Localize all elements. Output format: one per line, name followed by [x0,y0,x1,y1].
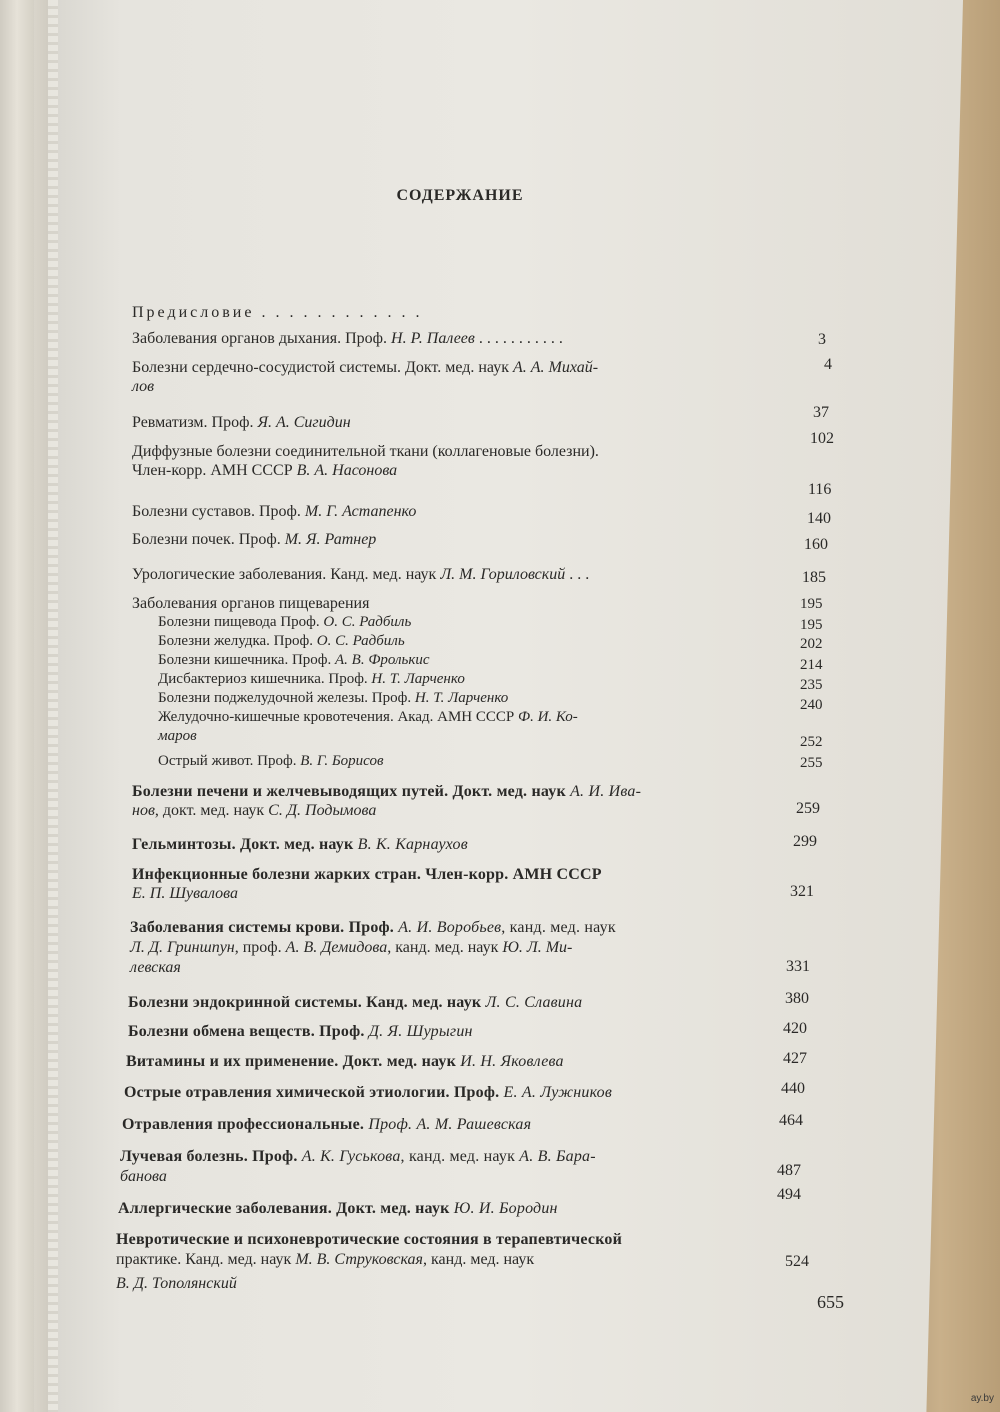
toc-dots: . . . . . . . . . . . . [254,304,423,321]
toc-entry-title: Болезни печени и желчевыводящих путей. Докт. мед. наук [132,783,571,800]
toc-entry-author: А. И. Воробьев [398,919,502,936]
toc-page-number: 524 [785,1253,809,1270]
toc-entry-title: Урологические заболевания. Канд. мед. наук [132,566,441,583]
toc-page-number: 331 [786,958,810,975]
toc-entry-title: Ревматизм. Проф. [132,414,258,431]
toc-subentry [158,670,465,689]
page-number-footer: 655 [817,1292,844,1312]
toc-subentry [158,708,578,727]
left-page-fold [0,0,34,1412]
toc-page-number: 259 [796,800,820,817]
toc-entry-kidneys [132,530,376,549]
toc-entry-title: , проф. [234,939,286,956]
toc-entry-helminths [132,835,468,854]
toc-entry-vitamins [126,1052,564,1071]
toc-entry-author: Ю. Л. Ми- [502,939,573,956]
toc-entry-author: Л. М. Гориловский [440,566,566,583]
toc-page-number: 235 [800,677,823,693]
torn-page-edge [48,0,58,1412]
toc-entry-joints [132,502,416,521]
toc-entry-title: , канд. мед. наук [387,939,503,956]
toc-entry-title: Болезни сердечно-сосудистой системы. Докт. мед. наук [132,359,513,376]
toc-entry-title: Член-корр. АМН СССР [132,462,297,479]
toc-page-number: 494 [777,1186,801,1203]
toc-entry-metabolism [128,1022,473,1041]
toc-subentry [158,727,197,746]
toc-entry-title: Острые отравления химической этиологии. Проф. [124,1084,504,1101]
toc-entry-neurotic-line2 [116,1250,534,1269]
toc-page-number: 299 [793,833,817,850]
toc-entry-author: Проф. А. М. Рашевская [368,1116,532,1133]
toc-page-number: 214 [800,657,823,673]
toc-entry-title: Отравления профессиональные. [122,1116,369,1133]
toc-entry-title: Желудочно-кишечные кровотечения. Акад. АМН СССР [158,709,518,725]
toc-entry-title: Болезни поджелудочной железы. Проф. [158,690,415,706]
toc-entry-title: , канд. мед. наук [400,1148,520,1165]
toc-entry-blood [130,918,616,937]
toc-subentry [158,632,405,651]
toc-page-number: 3 [818,331,826,348]
toc-page-number: 195 [800,596,823,612]
toc-entry-author: А. В. Бара- [519,1148,596,1165]
toc-page-number: 321 [790,883,814,900]
toc-entry-author: левская [130,959,181,976]
toc-entry-author: Н. Т. Ларченко [371,671,465,687]
toc-page-number: 140 [807,510,831,527]
toc-entry-title: Болезни обмена веществ. Проф. [128,1023,369,1040]
toc-entry-author: М. Я. Ратнер [284,531,377,548]
toc-page-number: 102 [810,430,834,447]
toc-entry-poisoning [124,1083,612,1102]
toc-entry-title: Гельминтозы. Докт. мед. наук [132,836,358,853]
toc-entry-title: , канд. мед. наук [423,1251,535,1268]
toc-page-number: 487 [777,1162,801,1179]
toc-entry-author: Н. Т. Ларченко [414,690,509,706]
toc-page-number: 464 [779,1112,803,1129]
toc-entry-author: В. К. Карнаухов [357,836,468,853]
toc-entry-title: Лучевая болезнь. Проф. [120,1148,302,1165]
toc-page-number: 37 [813,404,829,421]
toc-page-number: 440 [781,1080,805,1097]
toc-entry-author: С. Д. Подымова [268,802,377,819]
toc-entry-neurotic: Невротические и психоневротические состояния в терапевтической [116,1231,623,1248]
toc-entry-digestive: Заболевания органов пищеварения [132,595,370,612]
toc-entry-author: Д. Я. Шурыгин [368,1023,473,1040]
toc-entry-blood-line2 [130,938,572,957]
toc-page-number: 255 [800,755,823,771]
toc-entry-title: Болезни эндокринной системы. Канд. мед. наук [128,994,486,1011]
toc-entry-author: банова [120,1168,167,1185]
toc-page-number: 427 [783,1050,807,1067]
toc-entry-author: О. С. Радбиль [323,614,412,630]
toc-dots: . . . . . . . . . . . [474,330,563,347]
toc-entry-liver [132,782,641,801]
toc-entry-author: Л. С. Славина [485,994,583,1011]
toc-entry-title: Витамины и их применение. Докт. мед. наук [126,1053,461,1070]
toc-entry-author: В. Д. Тополянский [116,1275,237,1292]
toc-entry-radiation [120,1147,596,1166]
toc-entry-author: Е. А. Лужников [503,1084,613,1101]
toc-entry-author: В. А. Насонова [296,462,398,479]
toc-entry-title: Болезни желудка. Проф. [158,633,317,649]
toc-entry-author: М. Г. Астапенко [304,503,417,520]
toc-entry-title: Заболевания органов дыхания. Проф. [132,330,392,347]
toc-entry-title: Болезни кишечника. Проф. [158,652,335,668]
toc-entry-rheumatism [132,413,351,432]
toc-entry-author: Н. Р. Палеев [391,330,475,347]
toc-entry-author: А. В. Фролькис [335,652,430,668]
toc-entry-author: М. В. Струковская [295,1251,423,1268]
toc-dots: . . . [565,566,590,583]
toc-entry-author: А. И. Ива- [570,783,642,800]
toc-entry-author: А. К. Гуськова [301,1148,401,1165]
toc-entry-endocrine [128,993,582,1012]
toc-page-number: 380 [785,990,809,1007]
toc-subentry [158,651,430,670]
toc-entry-author: нов [132,802,155,819]
toc-entry-cardio [132,358,598,377]
toc-entry-author: Я. А. Сигидин [257,414,351,431]
toc-page-number: 160 [804,536,828,553]
toc-entry-author: Ф. И. Ко- [518,709,578,725]
toc-entry-title: Аллергические заболевания. Докт. мед. наук [118,1200,454,1217]
toc-entry-title: , канд. мед. наук [501,919,616,936]
toc-page-number: 202 [800,636,823,652]
toc-entry-author: лов [132,378,155,395]
page-title: СОДЕРЖАНИЕ [396,187,524,204]
toc-entry-diffuse: Диффузные болезни соединительной ткани (коллагеновые болезни). [132,443,599,460]
toc-entry-author: Л. Д. Гриншпун [130,939,235,956]
toc-entry-author: И. Н. Яковлева [460,1053,564,1070]
toc-entry-occupational [122,1115,531,1134]
toc-subentry [158,752,383,771]
toc-entry-diffuse-author-line [132,461,397,480]
toc-entry-title: Дисбактериоз кишечника. Проф. [158,671,372,687]
toc-page-number: 252 [800,734,823,750]
toc-subentry [158,689,508,708]
toc-entry-tropical: Инфекционные болезни жарких стран. Член-корр. АМН СССР [132,866,602,883]
toc-entry-author: А. А. Михай- [512,359,599,376]
toc-entry-author: В. Г. Борисов [300,753,384,769]
toc-subentry [158,613,411,632]
toc-entry-title: Предисловие [132,304,255,321]
toc-entry-title: практике. Канд. мед. наук [116,1251,296,1268]
toc-page-number: 240 [800,697,823,713]
toc-page-number: 4 [824,356,832,373]
toc-entry-respiratory [132,329,563,348]
toc-entry-allergy [118,1199,558,1218]
toc-entry-urology [132,565,589,584]
toc-entry-author: Е. П. Шувалова [132,885,238,902]
toc-entry-title: Болезни пищевода Проф. [158,614,324,630]
toc-page-number: 185 [802,569,826,586]
toc-entry-title: Болезни суставов. Проф. [132,503,305,520]
toc-page-number: 420 [783,1020,807,1037]
toc-entry-author: А. В. Демидова [285,939,388,956]
toc-entry-title: Острый живот. Проф. [158,753,301,769]
toc-entry-title: , докт. мед. наук [154,802,269,819]
toc-entry-author: маров [158,728,197,744]
toc-page-number: 195 [800,617,823,633]
toc-entry-title: Болезни почек. Проф. [132,531,285,548]
toc-entry-title: Заболевания системы крови. Проф. [130,919,399,936]
toc-entry-author: О. С. Радбиль [316,633,405,649]
toc-entry-preface [132,303,422,322]
toc-page-number: 116 [808,481,832,498]
toc-entry-liver-line2 [132,801,376,820]
watermark: ay.by [970,1393,994,1404]
toc-entry-author: Ю. И. Бородин [453,1200,558,1217]
